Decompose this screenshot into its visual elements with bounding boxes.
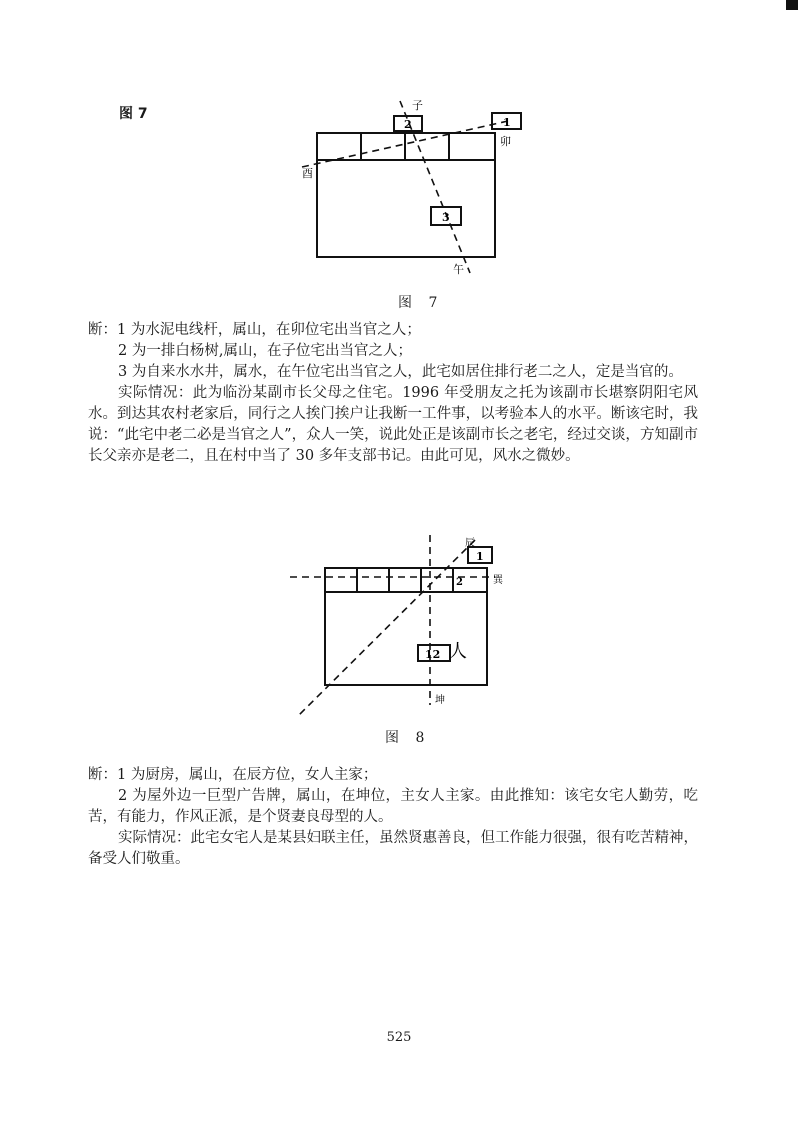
- figure-7-label: 图 7: [119, 106, 148, 122]
- paragraph: 断：1 为水泥电线杆，属山，在卯位宅出当官之人；: [88, 322, 421, 338]
- figure-8-diagram: [285, 535, 525, 720]
- paragraph: 实际情况：此为临汾某副市长父母之住宅。1996 年受朋友之托为该副市长堪察阴阳宅风水。到达其农村老家后，同行之人挨门挨户让我断一工件事，以考验本人的水平。断该宅时，我说：“此宅中老二必是当官之人”，众人一笑，说此处正是该副市长之老宅，经过交谈，方知副市长父亲亦是老二，且在村中当了 30 多年支部书记。由此可见，风水之微妙。: [88, 385, 698, 464]
- figure-8-caption: 图 8: [385, 730, 431, 746]
- page-number: 525: [386, 1030, 412, 1045]
- marker-label-3: 3: [442, 211, 450, 224]
- dir-label-xun: 巽: [493, 575, 503, 586]
- paragraph: 2 为屋外边一巨型广告牌，属山，在坤位，主女人主家。由此推知：该宅女宅人勤劳，吃苦，有能力，作风正派，是个贤妻良母型的人。: [88, 788, 698, 825]
- scan-edge-mark: [786, 0, 798, 10]
- marker-label-1: 1: [476, 550, 484, 563]
- dir-label-mao: 卯: [500, 135, 511, 148]
- paragraph: 断：1 为厨房，属山，在辰方位，女人主家；: [88, 767, 378, 783]
- paragraph: 实际情况：此宅女宅人是某县妇联主任，虽然贤惠善良，但工作能力很强，很有吃苦精神，备受人们敬重。: [88, 830, 698, 867]
- text-block-b: [88, 765, 698, 870]
- marker-label-12: 12: [425, 648, 441, 661]
- marker-label-2: 2: [456, 577, 463, 588]
- person-glyph: 人: [449, 641, 467, 662]
- room-4: [449, 133, 495, 160]
- dir-label-wu: 午: [453, 263, 464, 276]
- figure-7-caption: 图 7: [398, 295, 444, 311]
- text-block-a: [88, 320, 698, 467]
- room-2: [361, 133, 405, 160]
- house-outline: [317, 160, 495, 257]
- paragraph: 2 为一排白杨树,属山，在子位宅出当官之人；: [118, 343, 412, 359]
- dir-label-chen: 辰: [465, 538, 475, 549]
- paragraph: 3 为自来水水井，属水，在午位宅出当官之人，此宅如居住排行老二之人，定是当官的。: [118, 364, 683, 380]
- dir-label-you: 酉: [302, 167, 313, 180]
- room-3: [405, 133, 449, 160]
- figure-7-diagram: [290, 95, 540, 280]
- dir-label-kun: 坤: [435, 695, 445, 706]
- marker-label-1: 1: [503, 116, 511, 129]
- marker-label-2: 2: [404, 118, 412, 131]
- dir-label-zi: 子: [412, 99, 423, 112]
